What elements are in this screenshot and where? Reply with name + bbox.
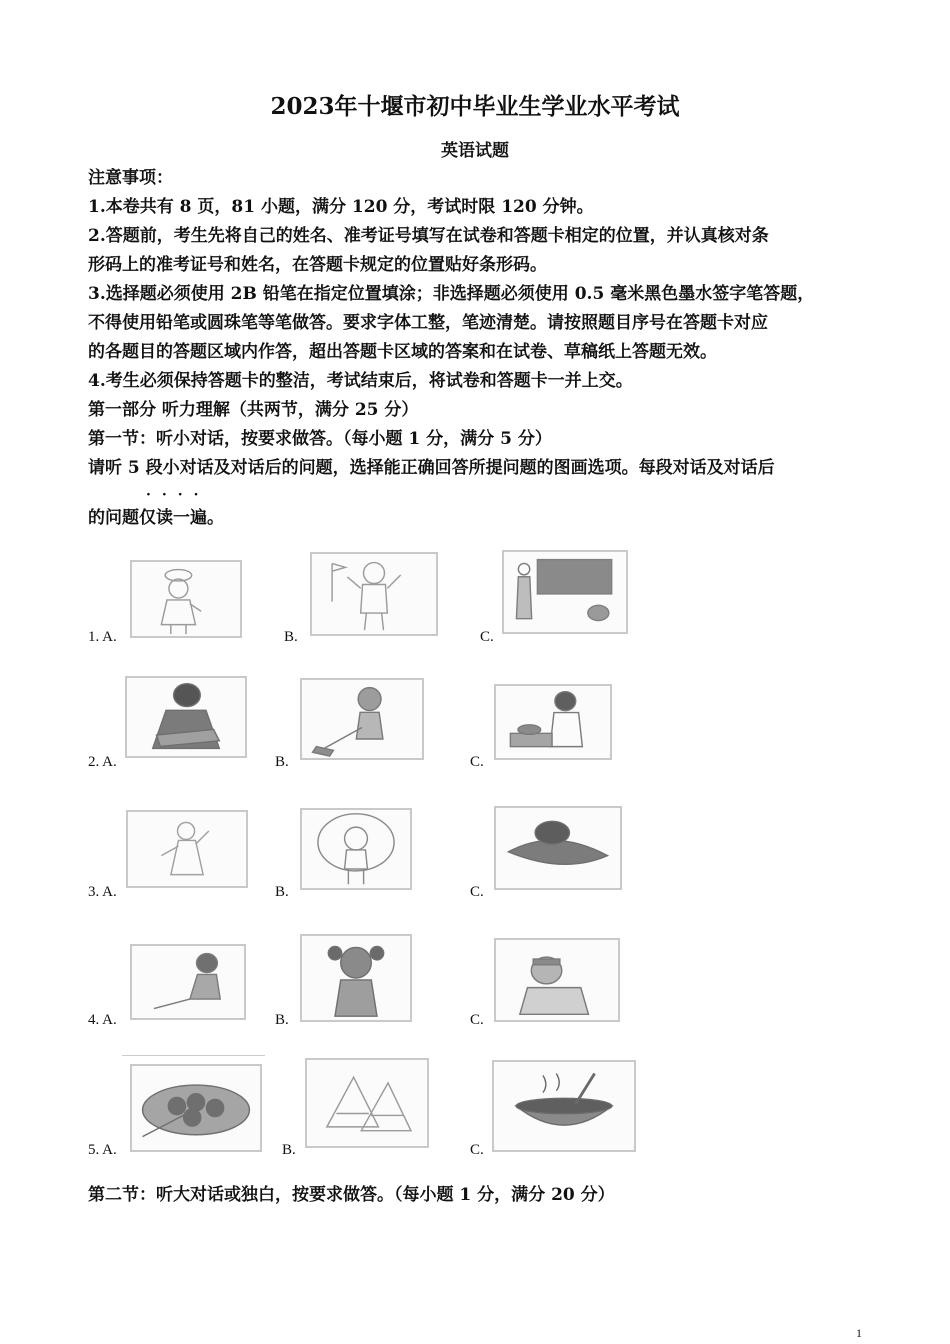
option-label: C. <box>470 754 484 770</box>
notes-heading: 注意事项： <box>88 168 173 188</box>
girl-playing-icon[interactable] <box>126 810 248 888</box>
note-item: 4.考生必须保持答题卡的整洁，考试结束后，将试卷和答题卡一并上交。 <box>88 371 633 391</box>
divider-line <box>122 1055 265 1056</box>
jumping-rope-girl-icon[interactable] <box>300 808 412 890</box>
sweeping-boy-icon[interactable] <box>300 678 424 760</box>
note-item: 不得使用铅笔或圆珠笔等笔做答。要求字体工整，笔迹清楚。请按照题目序号在答题卡对应 <box>88 313 768 333</box>
option-label: B. <box>284 629 298 645</box>
emphasis-dots: ···· <box>146 487 210 503</box>
page-number: 1 <box>856 1326 862 1340</box>
sun-hat-icon[interactable] <box>494 806 622 890</box>
option-label: 4. A. <box>88 1012 117 1028</box>
page-subtitle: 英语试题 <box>441 141 509 161</box>
option-label: 2. A. <box>88 754 117 770</box>
option-label: C. <box>470 1012 484 1028</box>
noodles-icon[interactable] <box>492 1060 636 1152</box>
instruction-line: 请听 5 段小对话及对话后的问题，选择能正确回答所提问题的图画选项。每段对话及对话后 <box>88 458 775 478</box>
dumplings-icon[interactable] <box>130 1064 262 1152</box>
note-item: 形码上的准考证号和姓名，在答题卡规定的位置贴好条形码。 <box>88 255 547 275</box>
option-label: C. <box>470 1142 484 1158</box>
section1-heading: 第一节：听小对话，按要求做答。（每小题 1 分，满分 5 分） <box>88 429 552 449</box>
part1-heading: 第一部分 听力理解（共两节，满分 25 分） <box>88 400 419 420</box>
option-label: B. <box>275 754 289 770</box>
fever-girl-icon[interactable] <box>494 938 620 1022</box>
option-label: C. <box>470 884 484 900</box>
option-label: 3. A. <box>88 884 117 900</box>
note-item: 的各题目的答题区域内作答，超出答题卡区域的答案和在试卷、草稿纸上答题无效。 <box>88 342 717 362</box>
option-label: C. <box>480 629 494 645</box>
option-label: B. <box>275 884 289 900</box>
zongzi-icon[interactable] <box>305 1058 429 1148</box>
reading-boy-icon[interactable] <box>125 676 247 758</box>
option-label: 1. A. <box>88 629 117 645</box>
page-title: 2023年十堰市初中毕业生学业水平考试 <box>270 93 680 120</box>
note-item: 3.选择题必须使用 2B 铅笔在指定位置填涂；非选择题必须使用 0.5 毫米黑色墨水签字笔答题， <box>88 284 815 304</box>
option-label: B. <box>275 1012 289 1028</box>
sick-girl-icon[interactable] <box>300 934 412 1022</box>
note-item: 2.答题前，考生先将自己的姓名、准考证号填写在试卷和答题卡相定的位置，并认真核对条 <box>88 226 769 246</box>
cooking-boy-icon[interactable] <box>494 684 612 760</box>
instruction-line: 的问题仅读一遍。 <box>88 508 224 528</box>
astronaut-icon[interactable] <box>310 552 438 636</box>
police-officer-icon[interactable] <box>130 560 242 638</box>
teacher-blackboard-icon[interactable] <box>502 550 628 634</box>
option-label: B. <box>282 1142 296 1158</box>
option-label: 5. A. <box>88 1142 117 1158</box>
note-item: 1.本卷共有 8 页，81 小题，满分 120 分，考试时限 120 分钟。 <box>88 197 594 217</box>
section2-heading: 第二节：听大对话或独白，按要求做答。（每小题 1 分，满分 20 分） <box>88 1185 615 1205</box>
hurt-leg-girl-icon[interactable] <box>130 944 246 1020</box>
